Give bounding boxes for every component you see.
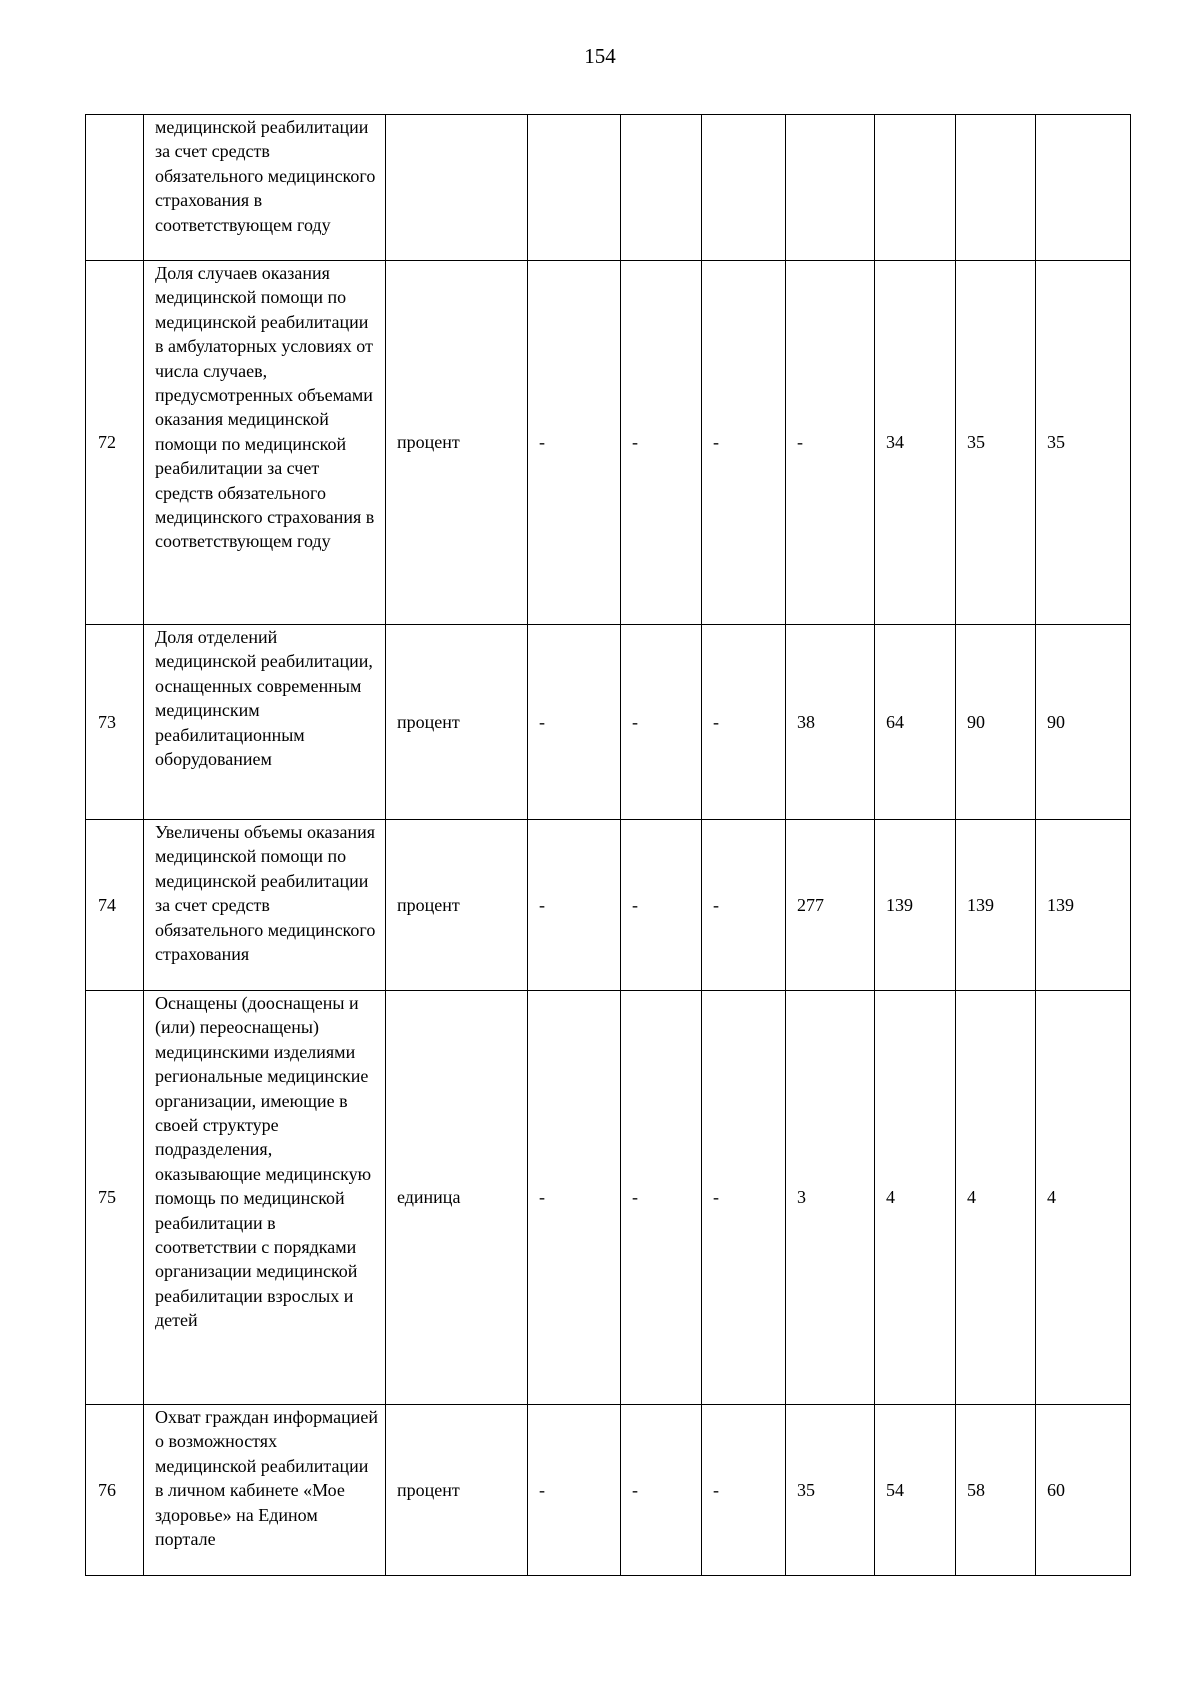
row-number: 76 [86, 1405, 144, 1576]
indicator-name: Оснащены (дооснащены и (или) переоснащены) медицинскими изделиями региональные медицинские организации, имеющие в своей структуре подразделения, оказывающие медицинскую помощь по медицинской реабилитации в соответствии с порядками организации медицинской реабилитации взрослых и детей [144, 991, 386, 1405]
unit-cell: процент [386, 625, 528, 820]
value-cell [621, 115, 702, 261]
table-row [86, 625, 1131, 820]
unit-cell: процент [386, 261, 528, 625]
unit-cell: процент [386, 1405, 528, 1576]
unit-cell: единица [386, 991, 528, 1405]
value-cell: - [786, 261, 875, 625]
row-number [86, 115, 144, 261]
row-number: 74 [86, 820, 144, 991]
value-cell: - [702, 820, 786, 991]
unit-cell: процент [386, 820, 528, 991]
table-row [86, 261, 1131, 625]
value-cell: 60 [1036, 1405, 1131, 1576]
value-cell: 35 [786, 1405, 875, 1576]
value-cell: - [528, 625, 621, 820]
value-cell: 139 [956, 820, 1036, 991]
value-cell: 90 [1036, 625, 1131, 820]
value-cell: - [621, 991, 702, 1405]
value-cell: 90 [956, 625, 1036, 820]
row-number: 75 [86, 991, 144, 1405]
value-cell: 34 [875, 261, 956, 625]
value-cell [528, 115, 621, 261]
value-cell [702, 115, 786, 261]
value-cell [875, 115, 956, 261]
value-cell: - [702, 625, 786, 820]
indicator-name: Увеличены объемы оказания медицинской помощи по медицинской реабилитации за счет средств обязательного медицинского страхования [144, 820, 386, 991]
value-cell: 38 [786, 625, 875, 820]
unit-cell [386, 115, 528, 261]
indicators-table [85, 114, 1131, 1576]
value-cell: - [528, 261, 621, 625]
table-row [86, 1405, 1131, 1576]
value-cell: 4 [1036, 991, 1131, 1405]
page-number: 154 [584, 44, 616, 68]
value-cell: - [621, 261, 702, 625]
value-cell: 35 [956, 261, 1036, 625]
value-cell: - [702, 261, 786, 625]
value-cell: - [702, 1405, 786, 1576]
value-cell: - [702, 991, 786, 1405]
value-cell: - [528, 820, 621, 991]
value-cell [1036, 115, 1131, 261]
indicator-name: Доля отделений медицинской реабилитации, оснащенных современным медицинским реабилитационным оборудованием [144, 625, 386, 820]
value-cell: 139 [1036, 820, 1131, 991]
value-cell: - [528, 991, 621, 1405]
value-cell: 58 [956, 1405, 1036, 1576]
value-cell: 139 [875, 820, 956, 991]
indicator-name: медицинской реабилитации за счет средств обязательного медицинского страхования в соответствующем году [144, 115, 386, 261]
value-cell: 35 [1036, 261, 1131, 625]
value-cell [956, 115, 1036, 261]
table-row [86, 991, 1131, 1405]
table-row [86, 115, 1131, 261]
value-cell: - [528, 1405, 621, 1576]
row-number: 72 [86, 261, 144, 625]
value-cell: 54 [875, 1405, 956, 1576]
indicator-name: Доля случаев оказания медицинской помощи по медицинской реабилитации в амбулаторных условиях от числа случаев, предусмотренных объемами оказания медицинской помощи по медицинской реабилитации за счет средств обязательного медицинского страхования в соответствующем году [144, 261, 386, 625]
value-cell: 4 [956, 991, 1036, 1405]
value-cell: 4 [875, 991, 956, 1405]
value-cell: - [621, 820, 702, 991]
table-row [86, 820, 1131, 991]
value-cell: 3 [786, 991, 875, 1405]
indicator-name: Охват граждан информацией о возможностях медицинской реабилитации в личном кабинете «Мое здоровье» на Едином портале [144, 1405, 386, 1576]
value-cell: 64 [875, 625, 956, 820]
value-cell: 277 [786, 820, 875, 991]
value-cell: - [621, 1405, 702, 1576]
value-cell: - [621, 625, 702, 820]
value-cell [786, 115, 875, 261]
row-number: 73 [86, 625, 144, 820]
table-body [86, 115, 1131, 1576]
